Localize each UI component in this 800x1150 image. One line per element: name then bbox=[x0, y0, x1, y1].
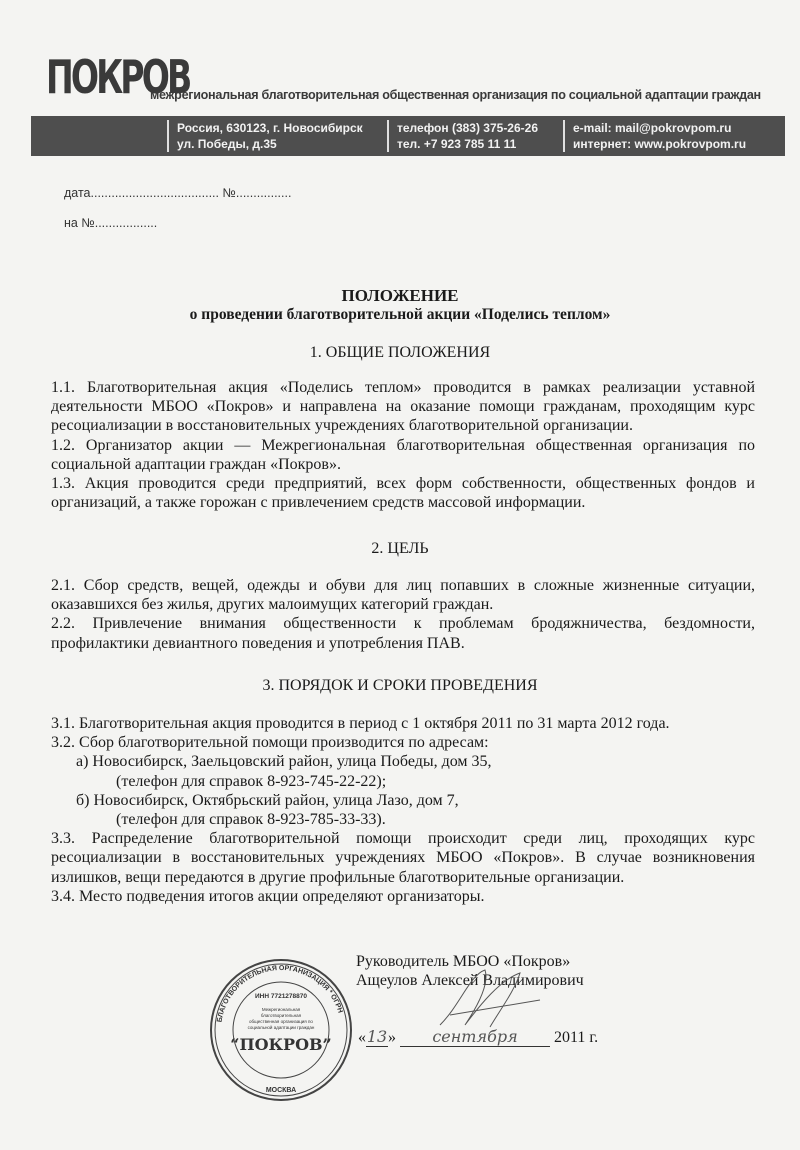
signatory-name: Ащеулов Алексей Владимирович bbox=[356, 972, 584, 989]
address-block bbox=[167, 120, 363, 152]
svg-text:МОСКВА: МОСКВА bbox=[265, 1087, 297, 1094]
reference-number-field: на №.................. bbox=[64, 216, 158, 230]
paragraph-3-1: 3.1. Благотворительная акция проводится в период с 1 октября 2011 по 31 марта 2012 года. bbox=[51, 715, 670, 732]
address-b: б) Новосибирск, Октябрьский район, улица Лазо, дом 7, bbox=[76, 791, 459, 809]
paragraph-1-1: 1.1. Благотворительная акция «Поделись теплом» проводится в рамках реализации уставной деятельности МБОО «Покров» и направлена на оказание помощи гражданам, проходящим курс ресоциализации в восстановительных учреждениях благотворительной организации. bbox=[51, 379, 755, 435]
section-2-body bbox=[51, 576, 755, 653]
svg-text:БЛАГОТВОРИТЕЛЬНАЯ ОРГАНИЗАЦИЯ: БЛАГОТВОРИТЕЛЬНАЯ ОРГАНИЗАЦИЯ * ОГРН bbox=[216, 964, 344, 1023]
organization-stamp-icon bbox=[203, 958, 358, 1103]
address-line-2: ул. Победы, д.35 bbox=[177, 137, 277, 151]
svg-text:благотворительная: благотворительная bbox=[260, 1013, 302, 1018]
paragraph-1-2: 1.2. Организатор акции — Межрегиональная благотворительная общественная организация по социальной адаптации граждан «Покров». bbox=[51, 436, 755, 473]
website-line: интернет: www.pokrovpom.ru bbox=[573, 137, 747, 151]
address-line-1: Россия, 630123, г. Новосибирск bbox=[177, 121, 363, 135]
date-year: 2011 г. bbox=[554, 1029, 599, 1046]
paragraph-2-1: 2.1. Сбор средств, вещей, одежды и обуви для лиц попавших в сложные жизненные ситуации, оказавшихся без жилья, других малоимущих категорий граждан. bbox=[51, 577, 755, 614]
paragraph-3-2: 3.2. Сбор благотворительной помощи производится по адресам: bbox=[51, 734, 489, 752]
section-3-body bbox=[51, 714, 755, 906]
contact-band bbox=[31, 116, 785, 156]
phone-block bbox=[387, 120, 538, 152]
svg-text:социальной адаптации граждан: социальной адаптации граждан bbox=[247, 1025, 315, 1030]
svg-text:“ПОКРОВ”: “ПОКРОВ” bbox=[230, 1035, 332, 1054]
organization-logo: ПОКРОВ bbox=[46, 50, 190, 104]
svg-text:Межрегиональная: Межрегиональная bbox=[261, 1007, 301, 1012]
svg-text:общественная организация по: общественная организация по bbox=[249, 1019, 313, 1024]
svg-text:ИНН 7721278870: ИНН 7721278870 bbox=[254, 993, 308, 1000]
signatory-position: Руководитель МБОО «Покров» bbox=[356, 953, 571, 970]
handwritten-signature-icon bbox=[430, 965, 550, 1035]
phone-line-1: телефон (383) 375-26-26 bbox=[397, 121, 538, 135]
address-a-phone: (телефон для справок 8-923-745-22-22); bbox=[116, 772, 387, 790]
section-heading-1: 1. ОБЩИЕ ПОЛОЖЕНИЯ bbox=[309, 344, 491, 361]
address-b-phone: (телефон для справок 8-923-785-33-33). bbox=[116, 811, 386, 829]
date-day: 13 bbox=[366, 1027, 388, 1046]
document-subtitle: о проведении благотворительной акции «Поделись теплом» bbox=[189, 306, 611, 323]
phone-line-2: тел. +7 923 785 11 11 bbox=[397, 137, 517, 151]
section-heading-3: 3. ПОРЯДОК И СРОКИ ПРОВЕДЕНИЯ bbox=[262, 677, 538, 694]
web-block bbox=[563, 120, 746, 152]
section-1-body bbox=[51, 378, 755, 512]
date-month: сентября bbox=[400, 1027, 550, 1047]
section-heading-2: 2. ЦЕЛЬ bbox=[371, 540, 429, 557]
document-title: ПОЛОЖЕНИЕ bbox=[341, 286, 459, 305]
paragraph-2-2: 2.2. Привлечение внимания общественности к проблемам бродяжничества, бездомности, профилактики девиантного поведения и употребления ПАВ. bbox=[51, 615, 755, 652]
paragraph-3-3: 3.3. Распределение благотворительной помощи происходит среди лиц, проходящих курс ресоциализации в восстановительных учреждениях МБОО «Покров». В случае возникновения излишков, вещи передаются в другие профильные благотворительные организации. bbox=[51, 830, 755, 886]
signature-date: «13» сентября 2011 г. bbox=[358, 1027, 599, 1046]
paragraph-3-4: 3.4. Место подведения итогов акции определяют организаторы. bbox=[51, 887, 485, 905]
date-number-field: дата..................................... №................ bbox=[64, 186, 292, 200]
paragraph-1-3: 1.3. Акция проводится среди предприятий, всех форм собственности, общественных фондов и организаций, а также горожан с привлечением средств массовой информации. bbox=[51, 475, 755, 512]
email-line: e-mail: mail@pokrovpom.ru bbox=[573, 121, 732, 135]
address-a: а) Новосибирск, Заельцовский район, улица Победы, дом 35, bbox=[76, 753, 492, 771]
organization-description: межрегиональная благотворительная общественная организация по социальной адаптации граждан bbox=[150, 88, 761, 102]
